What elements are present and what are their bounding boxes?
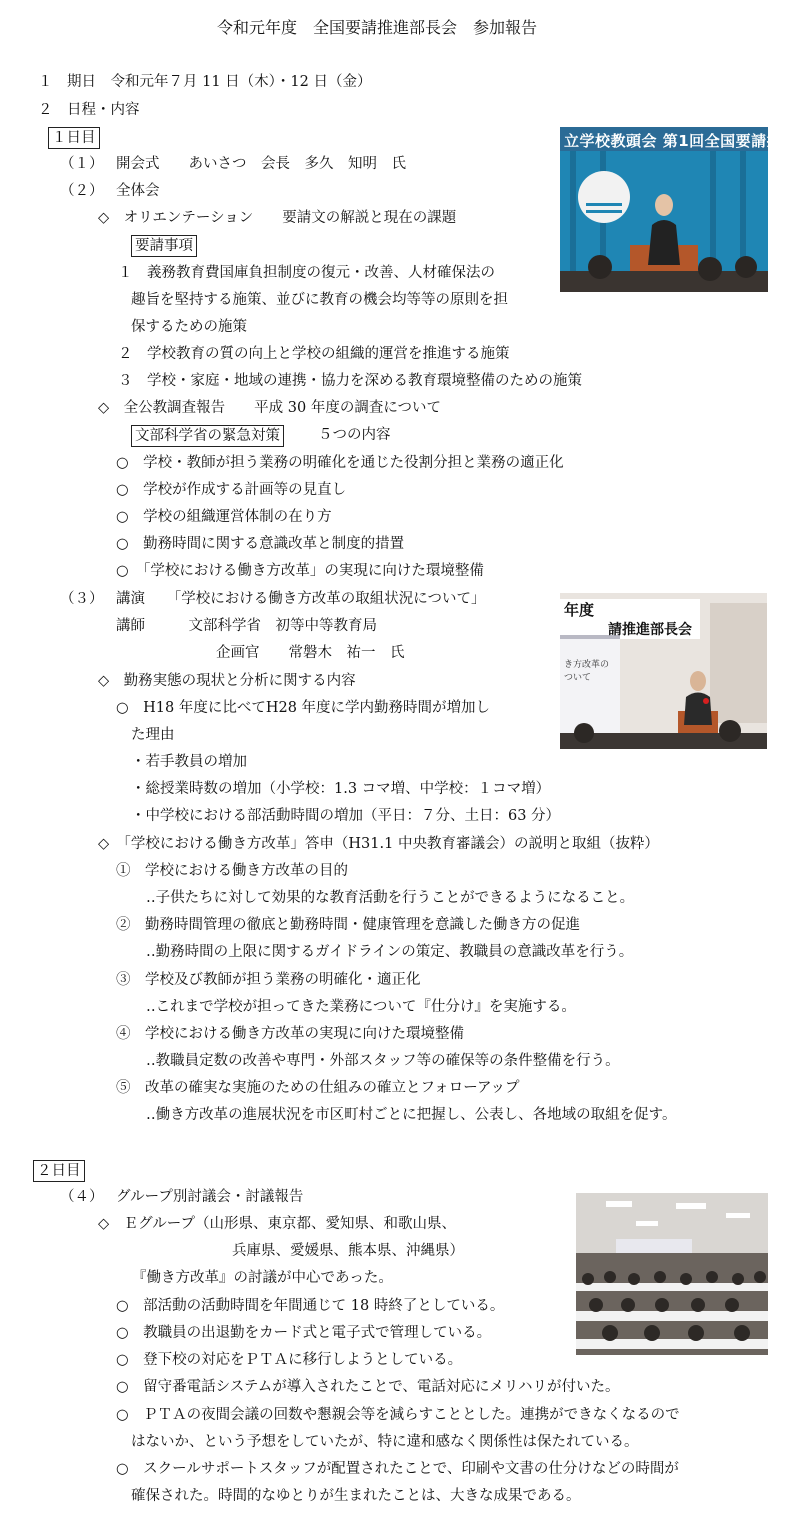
item-1-text: 開会式 あいさつ 会長 多久 知明 氏 (116, 156, 406, 172)
item-3-text: 講演 「学校における働き方改革の取組状況について」 (116, 591, 486, 607)
group-item-6-line-b: 確保された。時間的なゆとりが生まれたことは、大きな成果である。 (131, 1488, 581, 1504)
photo-hall-scene (576, 1193, 768, 1355)
work-heading: ◇ 勤務実態の現状と分析に関する内容 (98, 673, 356, 689)
item-4-text: グループ別討議会・討議報告 (116, 1189, 304, 1205)
photo-lecture (560, 593, 767, 749)
item-2-text: 全体会 (116, 183, 160, 199)
group-item-3: ○ 登下校の対応をＰＴＡに移行しようとしている。 (116, 1352, 463, 1368)
lecturer-line-1: 講師 文部科学省 初等中等教育局 (116, 618, 377, 634)
section-date: １ 期日 令和元年７月 11 日（木）・12 日（金） (38, 74, 372, 90)
photo2-banner-text-2: 請推進部長会 (608, 622, 692, 638)
mext-item-1: ○ 学校・教師が担う業務の明確化を通じた役割分担と業務の適正化 (116, 455, 564, 471)
mext-measures-label: 文部科学省の緊急対策 (131, 425, 284, 447)
reform-4-detail: ‥教職員定数の改善や専門・外部スタッフ等の確保等の条件整備を行う。 (146, 1053, 620, 1069)
reform-4: ④ 学校における働き方改革の実現に向けた環境整備 (116, 1026, 464, 1042)
day2-label: ２日目 (33, 1160, 85, 1182)
mext-item-3: ○ 学校の組織運営体制の在り方 (116, 509, 332, 525)
group-item-5-line-b: はないか、という予想をしていたが、特に違和感なく関係性は保たれている。 (131, 1434, 639, 1450)
request-2: ２ 学校教育の質の向上と学校の組織的運営を推進する施策 (118, 346, 510, 362)
requests-label: 要請事項 (131, 235, 197, 257)
reform-3: ③ 学校及び教師が担う業務の明確化・適正化 (116, 972, 421, 988)
item-3-number: （３） (60, 591, 104, 607)
mext-item-4: ○ 勤務時間に関する意識改革と制度的措置 (116, 536, 405, 552)
mext-item-5: ○ 「学校における働き方改革」の実現に向けた環境整備 (116, 563, 484, 579)
work-bullet-1: ・若手教員の増加 (131, 754, 247, 770)
photo-opening-ceremony (560, 127, 798, 292)
reform-5: ⑤ 改革の確実な実施のための仕組みの確立とフォローアップ (116, 1080, 520, 1096)
group-item-4: ○ 留守番電話システムが導入されたことで、電話対応にメリハリが付いた。 (116, 1379, 620, 1395)
reform-2: ② 勤務時間管理の徹底と勤務時間・健康管理を意識した働き方の促進 (116, 917, 580, 933)
reform-5-detail: ‥働き方改革の進展状況を市区町村ごとに把握し、公表し、各地域の取組を促す。 (146, 1107, 677, 1123)
photo2-banner-text: 年度 (564, 601, 595, 619)
group-line-b: 兵庫県、愛媛県、熊本県、沖縄県） (232, 1243, 464, 1259)
item-1-number: （１） (60, 156, 104, 172)
group-item-2: ○ 教職員の出退勤をカード式と電子式で管理している。 (116, 1325, 492, 1341)
reform-3-detail: ‥これまで学校が担ってきた業務について『仕分け』を実施する。 (146, 999, 576, 1015)
section-schedule: ２ 日程・内容 (38, 102, 140, 118)
work-item-1-line-b: た理由 (131, 727, 175, 743)
photo-opening-scene (560, 127, 768, 292)
group-item-1: ○ 部活動の活動時間を年間通じて 18 時終了としている。 (116, 1298, 505, 1314)
item-2-number: （２） (60, 183, 104, 199)
request-1-line-b: 趣旨を堅持する施策、並びに教育の機会均等等の原則を担 (131, 292, 508, 308)
mext-item-2: ○ 学校が作成する計画等の見直し (116, 482, 347, 498)
request-3: ３ 学校・家庭・地域の連携・協力を深める教育環境整備のための施策 (118, 373, 582, 389)
request-1-line-a: １ 義務教育費国庫負担制度の復元・改善、人材確保法の (118, 265, 495, 281)
page-title: 令和元年度 全国要請推進部長会 参加報告 (217, 18, 538, 37)
photo1-banner-text: 立学校教頭会 第1回全国要請推進 (564, 132, 798, 150)
group-item-6-line-a: ○ スクールサポートスタッフが配置されたことで、印刷や文書の仕分けなどの時間が (116, 1461, 679, 1477)
photo-group-discussion (576, 1193, 768, 1355)
work-bullet-3: ・中学校における部活動時間の増加（平日：７分、土日：63 分） (131, 808, 561, 824)
work-bullet-2: ・総授業時数の増加（小学校：1.3 コマ増、中学校：１コマ増） (131, 781, 551, 797)
group-item-5-line-a: ○ ＰＴＡの夜間会議の回数や懇親会等を減らすこととした。連携ができなくなるので (116, 1407, 680, 1423)
item-4-number: （４） (60, 1189, 104, 1205)
request-1-line-c: 保するための施策 (131, 319, 247, 335)
orientation-heading: ◇ オリエンテーション 要請文の解説と現在の課題 (98, 210, 457, 226)
reform-1: ① 学校における働き方改革の目的 (116, 863, 348, 879)
survey-heading: ◇ 全公教調査報告 平成 30 年度の調査について (98, 400, 442, 416)
group-line-a: ◇ Ｅグループ（山形県、東京都、愛知県、和歌山県、 (98, 1216, 456, 1232)
reform-2-detail: ‥勤務時間の上限に関するガイドラインの策定、教職員の意識改革を行う。 (146, 944, 634, 960)
photo2-screen-text: き方改革の ついて (564, 660, 610, 683)
lecturer-line-2: 企画官 常磐木 祐一 氏 (216, 645, 405, 661)
group-line-c: 『働き方改革』の討議が中心であった。 (132, 1270, 393, 1286)
reform-heading: ◇ 「学校における働き方改革」答申（H31.1 中央教育審議会）の説明と取組（抜粋） (98, 836, 659, 852)
reform-1-detail: ‥子供たちに対して効果的な教育活動を行うことができるようになること。 (146, 890, 635, 906)
mext-measures-tail: ５つの内容 (318, 427, 391, 443)
work-item-1-line-a: ○ H18 年度に比べてH28 年度に学内勤務時間が増加し (116, 700, 491, 716)
day1-label: １日目 (48, 127, 100, 149)
